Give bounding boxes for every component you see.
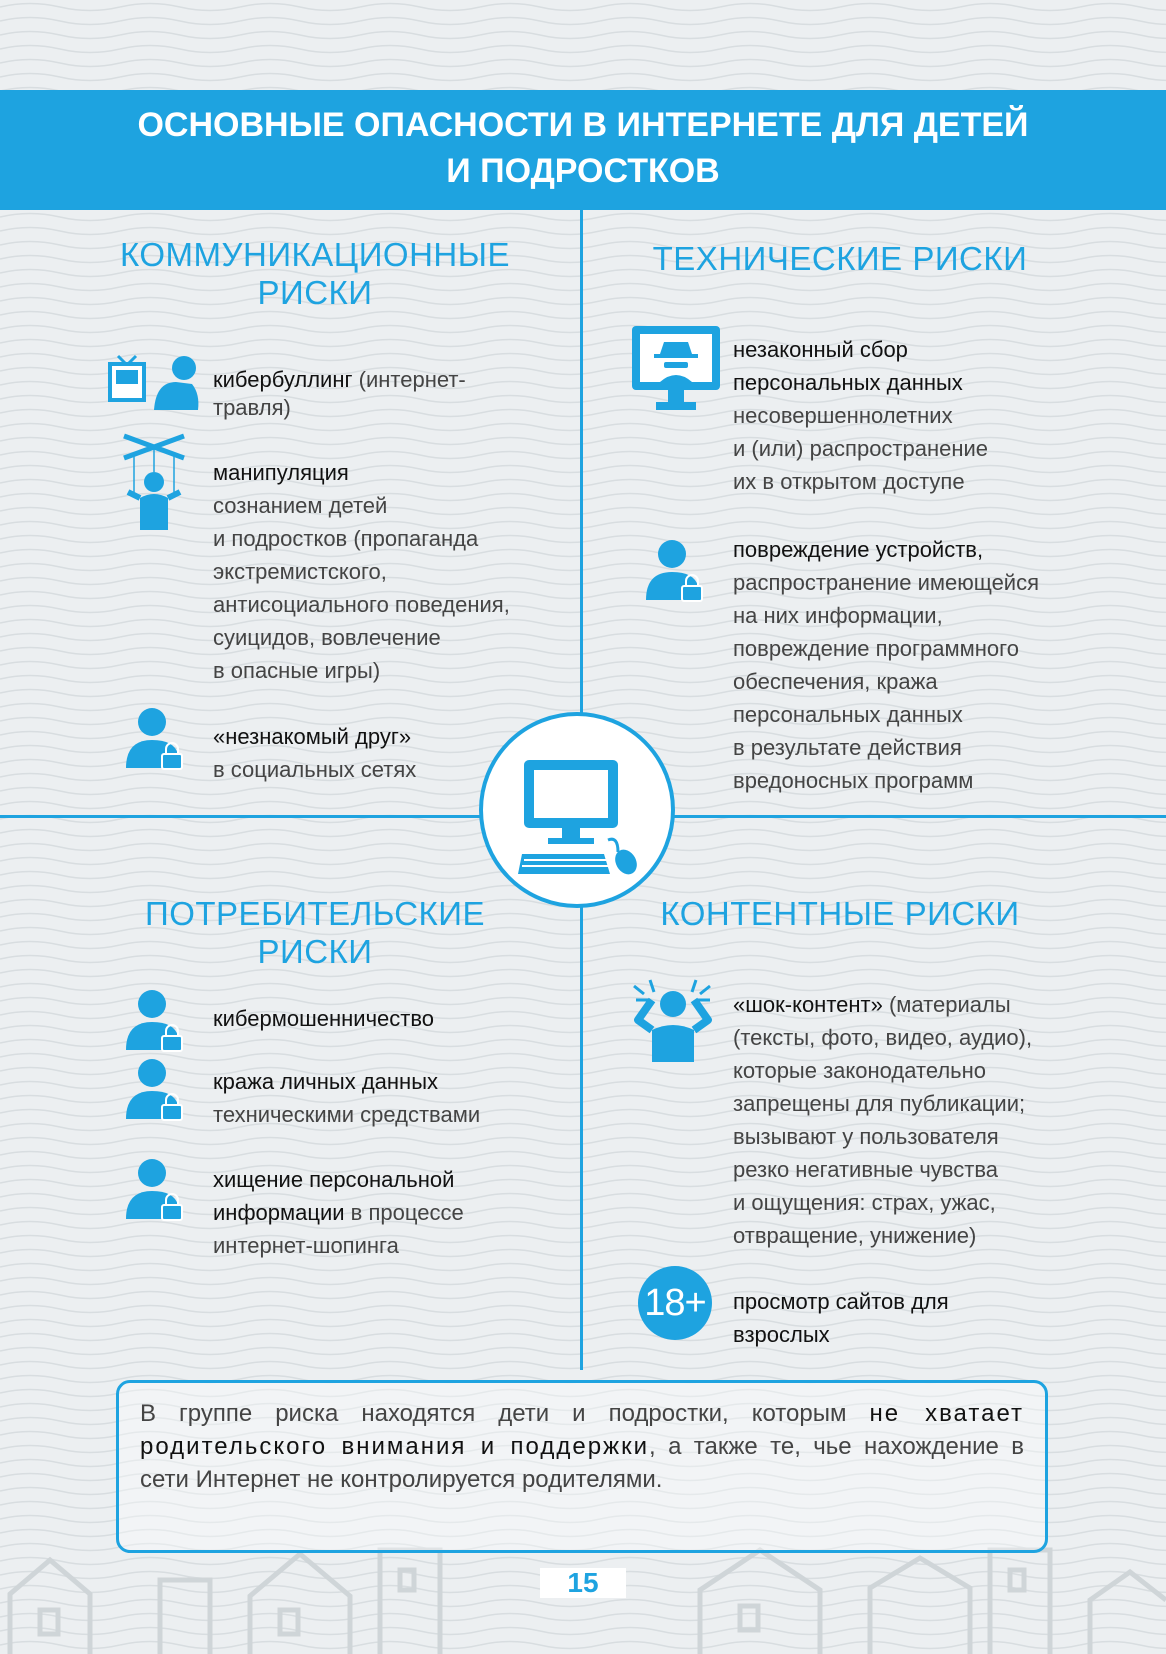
user-lock-icon <box>124 1157 186 1221</box>
cyberbullying-item <box>213 366 553 422</box>
consumer-title-line1: ПОТРЕБИТЕЛЬСКИЕ <box>145 895 485 932</box>
cyberfraud-label: кибермошенничество <box>213 1006 435 1031</box>
info-theft-note: в процессе <box>344 1200 464 1225</box>
shock-content-line: вызывают у пользователя <box>733 1124 999 1149</box>
device-damage-line: на них информации, <box>733 603 943 628</box>
adult-sites-label-2: взрослых <box>733 1322 830 1347</box>
device-damage-line: повреждение программного <box>733 636 1019 661</box>
shock-person-icon <box>630 978 716 1062</box>
communication-risks-title <box>100 236 530 312</box>
cyberbullying-note-2: травля) <box>213 395 291 420</box>
computer-icon <box>518 756 648 878</box>
shock-content-line: которые законодательно <box>733 1058 987 1083</box>
header-banner <box>0 90 1166 210</box>
shock-content-label: «шок-контент» <box>733 992 883 1017</box>
adult-sites-label-1: просмотр сайтов для <box>733 1289 949 1314</box>
data-collection-line: несовершеннолетних <box>733 403 953 428</box>
device-damage-line: в результате действия <box>733 735 962 760</box>
data-theft-item <box>213 1065 553 1131</box>
data-collection-label-1: незаконный сбор <box>733 337 908 362</box>
manipulation-line: экстремистского, <box>213 559 387 584</box>
content-risks-title: КОНТЕНТНЫЕ РИСКИ <box>660 895 1020 932</box>
manipulation-line: в опасные игры) <box>213 658 381 683</box>
manipulation-line: суицидов, вовлечение <box>213 625 441 650</box>
manipulation-line: антисоциального поведения, <box>213 592 510 617</box>
data-theft-label: кража личных данных <box>213 1069 439 1094</box>
note-part-1: В группе риска находятся дети и подростки, которым <box>140 1400 870 1427</box>
manipulation-line: сознанием детей <box>213 493 388 518</box>
header-line-1: ОСНОВНЫЕ ОПАСНОСТИ В ИНТЕРНЕТЕ ДЛЯ ДЕТЕЙ <box>137 106 1029 144</box>
technical-risks-title: ТЕХНИЧЕСКИЕ РИСКИ <box>652 240 1028 277</box>
shock-content-item <box>733 988 1153 1252</box>
data-collection-item <box>733 333 1133 498</box>
shock-content-line: резко негативные чувства <box>733 1157 998 1182</box>
data-collection-line: их в открытом доступе <box>733 469 965 494</box>
cyberbullying-label: кибербуллинг <box>213 367 353 392</box>
info-theft-item <box>213 1163 553 1262</box>
risk-group-note-text <box>140 1397 1024 1496</box>
communication-title-line1: КОММУНИКАЦИОННЫЕ <box>120 236 510 273</box>
cyberfraud-item <box>213 1002 553 1035</box>
header-line-2: И ПОДРОСТКОВ <box>446 152 720 190</box>
user-lock-icon <box>644 538 706 602</box>
note-emphasis: не хватает родительского внимания и поддержки <box>140 1400 1024 1460</box>
spy-monitor-icon <box>630 324 722 414</box>
info-theft-label-2: информации <box>213 1200 345 1225</box>
cyberbullying-note: (интернет- <box>352 367 466 392</box>
shock-content-line: и ощущения: страх, ужас, <box>733 1190 996 1215</box>
device-damage-line: обеспечения, кража <box>733 669 938 694</box>
bully-icon <box>108 354 204 412</box>
info-theft-label-1: хищение персональной <box>213 1167 455 1192</box>
note-part-3: , а также те, чье нахождение в сети Интернет не контролируется родителями. <box>140 1433 1024 1493</box>
communication-title-line2: РИСКИ <box>257 274 373 311</box>
device-damage-line: распространение имеющейся <box>733 570 1040 595</box>
shock-content-line: отвращение, унижение) <box>733 1223 977 1248</box>
page-number: 15 <box>540 1568 626 1598</box>
shock-content-note: (материалы <box>882 992 1011 1017</box>
data-collection-label-2: персональных данных <box>733 370 963 395</box>
adult-sites-item <box>733 1285 1153 1351</box>
info-theft-note-2: интернет-шопинга <box>213 1233 399 1258</box>
device-damage-comma: , <box>977 537 984 562</box>
shock-content-line: запрещены для публикации; <box>733 1091 1026 1116</box>
consumer-risks-title <box>100 895 530 971</box>
user-lock-icon <box>124 1057 186 1121</box>
device-damage-item <box>733 533 1153 797</box>
device-damage-line: персональных данных <box>733 702 963 727</box>
data-theft-note: техническими средствами <box>213 1102 481 1127</box>
data-collection-line: и (или) распространение <box>733 436 989 461</box>
manipulation-label: манипуляция <box>213 460 349 485</box>
manipulation-line: и подростков (пропаганда <box>213 526 479 551</box>
age-18-badge: 18+ <box>638 1266 712 1340</box>
user-lock-icon <box>124 988 186 1052</box>
consumer-title-line2: РИСКИ <box>257 933 373 970</box>
user-lock-icon <box>124 706 186 770</box>
unknown-friend-label: «незнакомый друг» <box>213 724 412 749</box>
device-damage-label: повреждение устройств <box>733 537 977 562</box>
manipulation-item <box>213 456 553 687</box>
puppet-icon <box>120 432 188 532</box>
device-damage-line: вредоносных программ <box>733 768 974 793</box>
shock-content-line: (тексты, фото, видео, аудио), <box>733 1025 1033 1050</box>
unknown-friend-note: в социальных сетях <box>213 757 417 782</box>
